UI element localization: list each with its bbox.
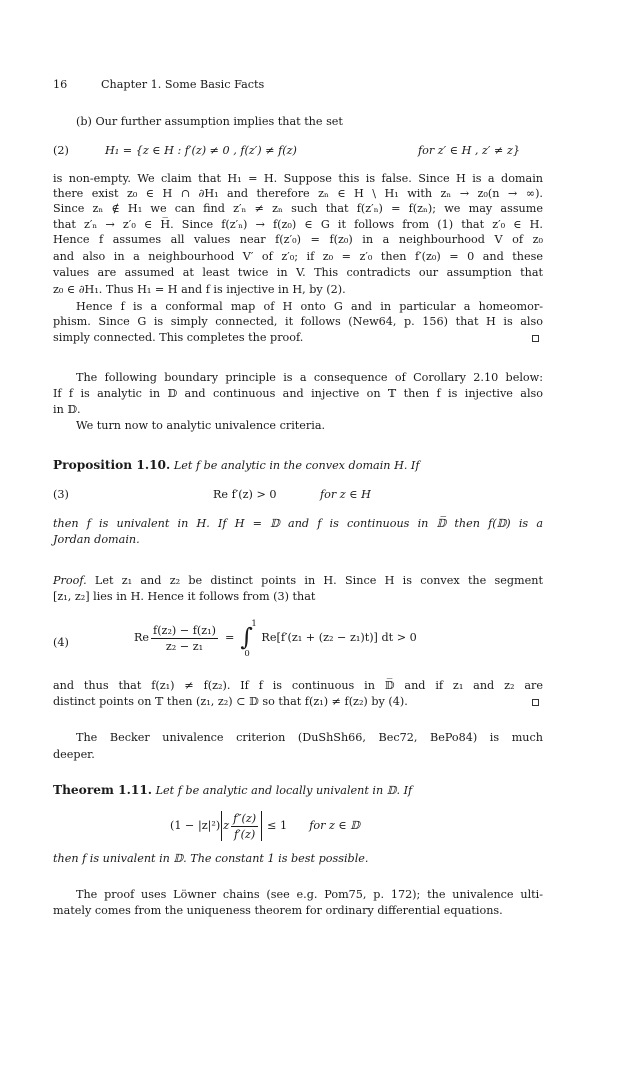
theorem-eq-denominator: f′(z) xyxy=(233,827,256,841)
eq2-label: (2) xyxy=(53,144,69,157)
theorem-heading xyxy=(53,783,543,798)
eq2-condition: for z′ ∈ H , z′ ≠ z} xyxy=(418,144,520,157)
running-header xyxy=(53,78,264,92)
final-line: The proof uses Löwner chains (see e.g. Pom75, p. 172); the univalence ulti- xyxy=(76,888,543,901)
theorem-eq-z: z xyxy=(223,819,230,832)
para2-line: phism. Since G is simply connected, it follows (New64, p. 156) that H is also xyxy=(53,315,543,328)
theorem-statement: Let f be analytic and locally univalent in 𝔻. If xyxy=(155,784,413,797)
theorem-eq-condition: for z ∈ 𝔻 xyxy=(309,819,360,832)
eq4-integrand: Re[f′(z₁ + (z₂ − z₁)t)] dt > 0 xyxy=(261,631,417,644)
para2-line: Hence f is a conformal map of H onto G and in particular a homeomor- xyxy=(76,300,543,313)
eq3-condition: for z ∈ H xyxy=(320,488,371,501)
para1-line: Hence f assumes all values near f(z′₀) = f(z₀) in a neighbourhood V of z₀ xyxy=(53,233,543,246)
eq2-formula: H₁ = {z ∈ H : f′(z) ≠ 0 , f(z′) ≠ f(z) xyxy=(105,144,297,157)
eq4-equals: = xyxy=(225,631,235,644)
proposition-conclusion-line: then f is univalent in H. If H = 𝔻 and f is continuous in 𝔻̅ then f(𝔻) is a xyxy=(53,517,543,530)
eq4-fraction xyxy=(151,624,218,653)
theorem-eq-fraction xyxy=(231,812,258,841)
para3-line: in 𝔻. xyxy=(53,403,81,416)
integral-sign: ∫ 1 0 xyxy=(240,619,257,659)
para1-line: Since zₙ ∉ H₁ we can find z′ₙ ≠ zₙ such that f(z′ₙ) = f(zₙ); we may assume xyxy=(53,202,543,215)
para1-line: that z′ₙ → z′₀ ∈ H̅. Since f(z′ₙ) → f(z₀) ∈ G it follows from (1) that z′₀ ∈ H. xyxy=(53,218,543,231)
para1-line: there exist z₀ ∈ H ∩ ∂H₁ and therefore zₙ ∈ H \ H₁ with zₙ → z₀(n → ∞). xyxy=(53,187,543,200)
proof-text: Let z₁ and z₂ be distinct points in H. Since H is convex the segment xyxy=(86,574,543,587)
eq4-denominator: z₂ − z₁ xyxy=(165,639,204,653)
eq4-label: (4) xyxy=(53,636,69,649)
theorem-eq-right: ≤ 1 xyxy=(267,819,288,832)
integral-upper-limit: 1 xyxy=(251,619,257,629)
para1-line: and also in a neighbourhood V′ of z′₀; if z₀ = z′₀ then f′(z₀) = 0 and these xyxy=(53,250,543,263)
theorem-eq-left: (1 − |z|²) xyxy=(170,819,221,832)
becker-line: The Becker univalence criterion (DuShSh66, Bec72, BePo84) is much xyxy=(76,731,543,744)
post-eq4-line: and thus that f(z₁) ≠ f(z₂). If f is continuous in 𝔻̅ and if z₁ and z₂ are xyxy=(53,679,543,692)
qed-box xyxy=(532,335,539,342)
chapter-title: Chapter 1. Some Basic Facts xyxy=(101,78,265,91)
proposition-conclusion-line: Jordan domain. xyxy=(53,533,140,546)
theorem-eq-numerator: f″(z) xyxy=(233,811,257,825)
proof-line xyxy=(53,574,543,588)
proof-line: [z₁, z₂] lies in H. Hence it follows from (3) that xyxy=(53,590,316,603)
para4-line: We turn now to analytic univalence criteria. xyxy=(76,419,326,432)
para3-line: The following boundary principle is a consequence of Corollary 2.10 below: xyxy=(76,371,543,384)
final-line: mately comes from the uniqueness theorem for ordinary differential equations. xyxy=(53,904,503,917)
theorem-conclusion: then f is univalent in 𝔻. The constant 1 is best possible. xyxy=(53,852,369,865)
proposition-statement: Let f be analytic in the convex domain H. If xyxy=(173,459,420,472)
eq4-formula xyxy=(134,619,417,659)
para1-line: values are assumed at least twice in V. This contradicts our assumption that xyxy=(53,266,543,279)
eq4-numerator: f(z₂) − f(z₁) xyxy=(153,623,217,637)
para1-line: is non-empty. We claim that H₁ = H. Suppose this is false. Since H is a domain xyxy=(53,172,543,185)
becker-line: deeper. xyxy=(53,748,95,761)
page-number: 16 xyxy=(53,78,68,91)
proposition-title: Proposition 1.10. xyxy=(53,458,171,472)
proposition-heading xyxy=(53,458,543,473)
theorem-title: Theorem 1.11. xyxy=(53,783,153,797)
theorem-equation xyxy=(170,808,360,844)
part-b-intro: (b) Our further assumption implies that the set xyxy=(76,115,343,128)
eq3-formula: Re f′(z) > 0 xyxy=(213,488,277,501)
para2-line: simply connected. This completes the proof. xyxy=(53,331,304,344)
integral-lower-limit: 0 xyxy=(244,649,250,659)
para3-line: If f is analytic in 𝔻 and continuous and injective on 𝕋 then f is injective also xyxy=(53,387,543,400)
abs-bar-right xyxy=(261,811,262,841)
post-eq4-line: distinct points on 𝕋 then (z₁, z₂) ⊂ 𝔻 so that f(z₁) ≠ f(z₂) by (4). xyxy=(53,695,408,708)
para1-line: z₀ ∈ ∂H₁. Thus H₁ = H and f is injective in H, by (2). xyxy=(53,283,346,296)
eq3-label: (3) xyxy=(53,488,69,501)
eq4-re: Re xyxy=(134,631,150,644)
proof-word: Proof. xyxy=(53,574,87,587)
qed-box xyxy=(532,699,539,706)
